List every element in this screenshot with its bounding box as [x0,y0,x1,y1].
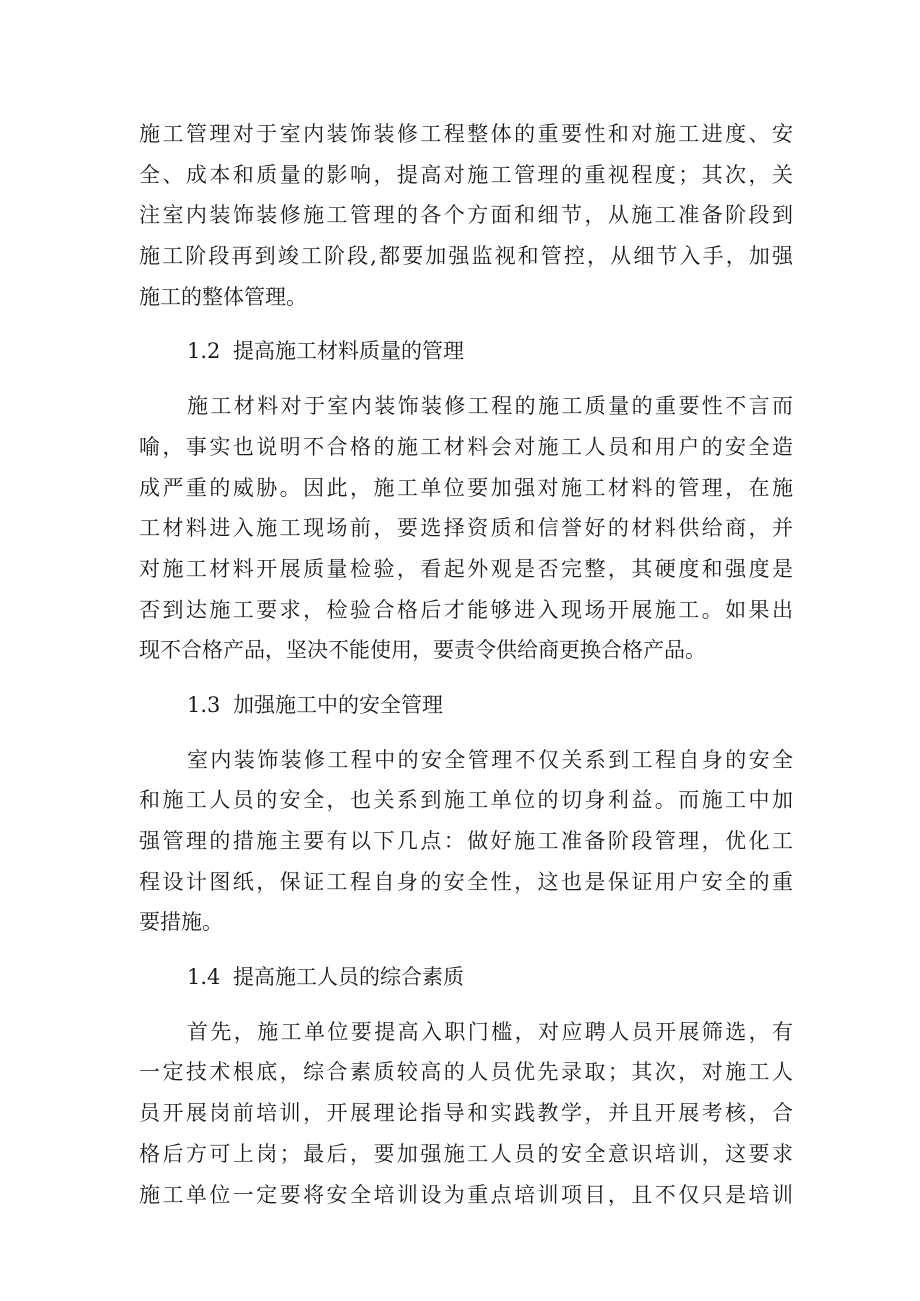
paragraph-intro-continued [139,114,793,317]
section-heading-1-3 [139,685,793,726]
paragraph-section-1-3 [139,740,793,943]
text-line: 对施工材料开展质量检验，看起外观是否完整，其硬度和强度是 [139,556,793,581]
text-line: 施工阶段再到竣工阶段,都要加强监视和管控，从细节入手，加强 [139,244,793,269]
document-body [139,114,793,1215]
paragraph-section-1-2 [139,386,793,671]
text-line: 员开展岗前培训，开展理论指导和实践教学，并且开展考核，合 [139,1101,793,1126]
text-line: 注室内装饰装修施工管理的各个方面和细节，从施工准备阶段到 [139,203,793,228]
section-title: 加强施工中的安全管理 [233,692,443,717]
text-line: 喻，事实也说明不合格的施工材料会对施工人员和用户的安全造 [139,434,793,459]
section-heading-1-2 [139,331,793,372]
section-title: 提高施工人员的综合素质 [233,965,464,990]
text-line: 成严重的威胁。因此，施工单位要加强对施工材料的管理，在施 [139,475,793,500]
text-line: 全、成本和质量的影响，提高对施工管理的重视程度；其次，关 [139,162,793,187]
paragraph-section-1-4 [139,1012,793,1215]
section-title: 提高施工材料质量的管理 [233,339,464,364]
section-number: 1.4 [187,965,221,990]
text-line: 程设计图纸，保证工程自身的安全性，这也是保证用户安全的重 [139,869,793,894]
text-line: 施工的整体管理。 [139,284,307,309]
text-line: 一定技术根底，综合素质较高的人员优先录取；其次，对施工人 [139,1060,793,1085]
text-line: 现不合格产品，坚决不能使用，要责令供给商更换合格产品。 [139,638,706,663]
section-number: 1.3 [187,692,221,717]
text-line: 施工材料对于室内装饰装修工程的施工质量的重要性不言而 [187,394,793,419]
text-line: 施工管理对于室内装饰装修工程整体的重要性和对施工进度、安 [139,122,793,146]
text-line: 室内装饰装修工程中的安全管理不仅关系到工程自身的安全 [187,747,793,772]
text-line: 否到达施工要求，检验合格后才能够进入现场开展施工。如果出 [139,597,793,622]
text-line: 工材料进入施工现场前，要选择资质和信誉好的材料供给商，并 [139,516,793,541]
text-line: 首先，施工单位要提高入职门槛，对应聘人员开展筛选，有 [187,1019,793,1044]
section-heading-1-4 [139,957,793,998]
text-line: 要措施。 [139,910,223,935]
text-line: 强管理的措施主要有以下几点：做好施工准备阶段管理，优化工 [139,829,793,853]
text-line: 和施工人员的安全，也关系到施工单位的切身利益。而施工中加 [139,788,793,813]
section-number: 1.2 [187,339,221,364]
text-line: 格后方可上岗；最后，要加强施工人员的安全意识培训，这要求 [139,1141,793,1166]
text-line: 施工单位一定要将安全培训设为重点培训项目，且不仅只是培训 [139,1182,793,1207]
